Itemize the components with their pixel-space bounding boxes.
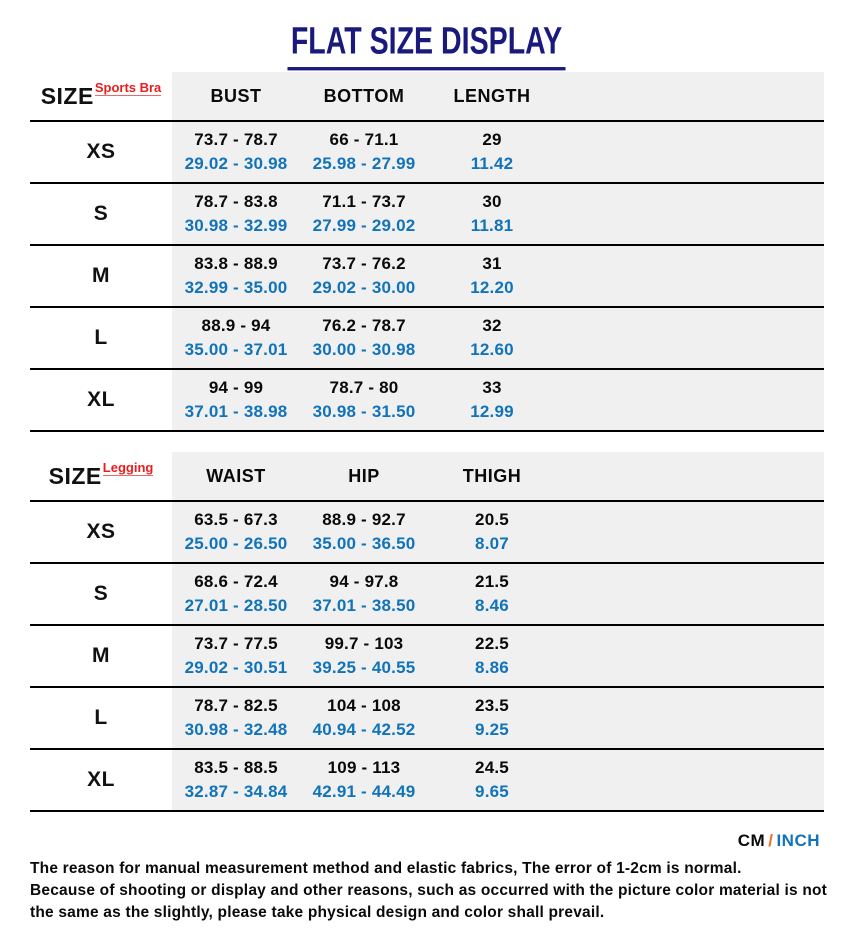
- measurement-cell: [428, 626, 556, 686]
- measurement-cell: [172, 750, 300, 810]
- inch-value: 32.87 - 34.84: [184, 782, 288, 801]
- table-row: [30, 244, 824, 306]
- cm-value: 23.5: [475, 696, 509, 715]
- header-filler: [556, 452, 824, 500]
- inch-value: 30.98 - 32.48: [184, 720, 288, 739]
- page-title: FLAT SIZE DISPLAY: [288, 20, 566, 70]
- measurement-cell: [172, 184, 300, 244]
- size-label: XS: [30, 122, 172, 182]
- size-label: XL: [30, 750, 172, 810]
- table-row: [30, 624, 824, 686]
- measurement-cell: [428, 502, 556, 562]
- cm-value: 29: [482, 130, 502, 149]
- size-label: XS: [30, 502, 172, 562]
- measurement-cell: [428, 184, 556, 244]
- cm-unit-label: CM: [737, 831, 766, 850]
- inch-value: 11.81: [470, 216, 514, 235]
- measurement-cell: [172, 688, 300, 748]
- cm-value: 24.5: [475, 758, 509, 777]
- table-row: [30, 500, 824, 562]
- row-filler: [556, 564, 824, 624]
- table-body: [30, 500, 824, 810]
- measurement-cell: [172, 308, 300, 368]
- cm-value: 32: [482, 316, 502, 335]
- measurement-cell: [428, 564, 556, 624]
- inch-value: 32.99 - 35.00: [184, 278, 288, 297]
- table-row: [30, 306, 824, 368]
- measurement-cell: [300, 688, 428, 748]
- column-header-bottom: BOTTOM: [300, 72, 428, 120]
- row-filler: [556, 184, 824, 244]
- inch-value: 8.46: [475, 596, 509, 615]
- table-row: [30, 748, 824, 810]
- table-body: [30, 120, 824, 430]
- cm-value: 88.9 - 92.7: [322, 510, 406, 529]
- cm-value: 73.7 - 76.2: [322, 254, 406, 273]
- cm-value: 66 - 71.1: [329, 130, 399, 149]
- row-filler: [556, 750, 824, 810]
- inch-value: 39.25 - 40.55: [312, 658, 416, 677]
- row-filler: [556, 626, 824, 686]
- measurement-cell: [172, 564, 300, 624]
- measurement-cell: [300, 626, 428, 686]
- size-label: M: [30, 626, 172, 686]
- measurement-cell: [300, 184, 428, 244]
- cm-value: 78.7 - 82.5: [194, 696, 278, 715]
- disclaimer-text: [30, 858, 834, 924]
- size-table-legging: [30, 452, 824, 812]
- unit-separator: /: [768, 831, 774, 850]
- size-header-label: SIZE: [48, 462, 102, 489]
- table-row: [30, 368, 824, 430]
- inch-value: 40.94 - 42.52: [312, 720, 416, 739]
- measurement-cell: [172, 122, 300, 182]
- cm-value: 78.7 - 83.8: [194, 192, 278, 211]
- row-filler: [556, 308, 824, 368]
- table-row: [30, 562, 824, 624]
- cm-value: 21.5: [475, 572, 509, 591]
- size-label: L: [30, 688, 172, 748]
- header-filler: [556, 72, 824, 120]
- inch-value: 35.00 - 36.50: [312, 534, 416, 553]
- cm-value: 78.7 - 80: [329, 378, 399, 397]
- column-header-waist: WAIST: [172, 452, 300, 500]
- size-label: S: [30, 564, 172, 624]
- column-header-bust: BUST: [172, 72, 300, 120]
- cm-value: 104 - 108: [327, 696, 401, 715]
- cm-value: 30: [482, 192, 502, 211]
- inch-value: 29.02 - 30.00: [312, 278, 416, 297]
- inch-value: 27.01 - 28.50: [184, 596, 288, 615]
- inch-value: 12.60: [470, 340, 514, 359]
- cm-value: 31: [482, 254, 502, 273]
- size-header-label: SIZE: [40, 82, 94, 109]
- cm-value: 33: [482, 378, 502, 397]
- table-header-row: [30, 72, 824, 120]
- measurement-cell: [428, 122, 556, 182]
- table-row: [30, 182, 824, 244]
- cm-value: 83.5 - 88.5: [194, 758, 278, 777]
- size-label: M: [30, 246, 172, 306]
- size-header: [30, 452, 172, 500]
- column-header-thigh: THIGH: [428, 452, 556, 500]
- cm-value: 63.5 - 67.3: [194, 510, 278, 529]
- measurement-cell: [172, 246, 300, 306]
- disclaimer-line-3: the same as the slightly, please take physical design and color shall prevail.: [30, 904, 605, 921]
- measurement-cell: [428, 688, 556, 748]
- title-wrap: [0, 20, 854, 65]
- cm-value: 99.7 - 103: [324, 634, 404, 653]
- size-table-sports-bra: [30, 72, 824, 432]
- disclaimer-line-1: The reason for manual measurement method and elastic fabrics, The error of 1-2cm is normal.: [30, 860, 742, 877]
- inch-value: 8.07: [475, 534, 509, 553]
- cm-value: 109 - 113: [327, 758, 401, 777]
- table-header-row: [30, 452, 824, 500]
- inch-value: 30.98 - 32.99: [184, 216, 288, 235]
- row-filler: [556, 246, 824, 306]
- measurement-cell: [300, 246, 428, 306]
- garment-label: Legging: [102, 460, 154, 475]
- row-filler: [556, 122, 824, 182]
- cm-value: 20.5: [475, 510, 509, 529]
- inch-value: 30.98 - 31.50: [312, 402, 416, 421]
- size-label: S: [30, 184, 172, 244]
- disclaimer-line-2: Because of shooting or display and other reasons, such as occurred with the picture color material is not: [30, 882, 828, 899]
- cm-value: 76.2 - 78.7: [322, 316, 406, 335]
- measurement-cell: [428, 370, 556, 430]
- column-header-hip: HIP: [300, 452, 428, 500]
- measurement-cell: [172, 370, 300, 430]
- inch-value: 9.65: [475, 782, 509, 801]
- cm-value: 73.7 - 77.5: [194, 634, 278, 653]
- inch-value: 25.00 - 26.50: [184, 534, 288, 553]
- cm-value: 94 - 99: [208, 378, 264, 397]
- cm-value: 88.9 - 94: [201, 316, 271, 335]
- cm-value: 83.8 - 88.9: [194, 254, 278, 273]
- measurement-cell: [172, 626, 300, 686]
- inch-unit-label: INCH: [776, 831, 820, 850]
- measurement-cell: [300, 750, 428, 810]
- inch-value: 30.00 - 30.98: [312, 340, 416, 359]
- measurement-cell: [428, 308, 556, 368]
- cm-value: 71.1 - 73.7: [322, 192, 406, 211]
- measurement-cell: [428, 750, 556, 810]
- inch-value: 9.25: [475, 720, 509, 739]
- inch-value: 42.91 - 44.49: [312, 782, 416, 801]
- size-label: L: [30, 308, 172, 368]
- measurement-cell: [172, 502, 300, 562]
- measurement-cell: [300, 122, 428, 182]
- measurement-cell: [300, 564, 428, 624]
- inch-value: 29.02 - 30.98: [184, 154, 288, 173]
- inch-value: 29.02 - 30.51: [184, 658, 288, 677]
- inch-value: 25.98 - 27.99: [312, 154, 416, 173]
- cm-value: 73.7 - 78.7: [194, 130, 278, 149]
- inch-value: 12.99: [470, 402, 514, 421]
- measurement-cell: [428, 246, 556, 306]
- inch-value: 35.00 - 37.01: [184, 340, 288, 359]
- inch-value: 8.86: [475, 658, 509, 677]
- garment-label: Sports Bra: [94, 80, 162, 95]
- size-label: XL: [30, 370, 172, 430]
- row-filler: [556, 688, 824, 748]
- inch-value: 37.01 - 38.50: [312, 596, 416, 615]
- measurement-cell: [300, 370, 428, 430]
- measurement-cell: [300, 308, 428, 368]
- inch-value: 27.99 - 29.02: [312, 216, 416, 235]
- row-filler: [556, 370, 824, 430]
- row-filler: [556, 502, 824, 562]
- inch-value: 37.01 - 38.98: [184, 402, 288, 421]
- table-row: [30, 686, 824, 748]
- inch-value: 12.20: [470, 278, 514, 297]
- size-header: [30, 72, 172, 120]
- cm-value: 22.5: [475, 634, 509, 653]
- measurement-cell: [300, 502, 428, 562]
- table-row: [30, 120, 824, 182]
- column-header-length: LENGTH: [428, 72, 556, 120]
- cm-value: 68.6 - 72.4: [194, 572, 278, 591]
- inch-value: 11.42: [470, 154, 514, 173]
- cm-value: 94 - 97.8: [329, 572, 399, 591]
- units-legend: [738, 831, 820, 851]
